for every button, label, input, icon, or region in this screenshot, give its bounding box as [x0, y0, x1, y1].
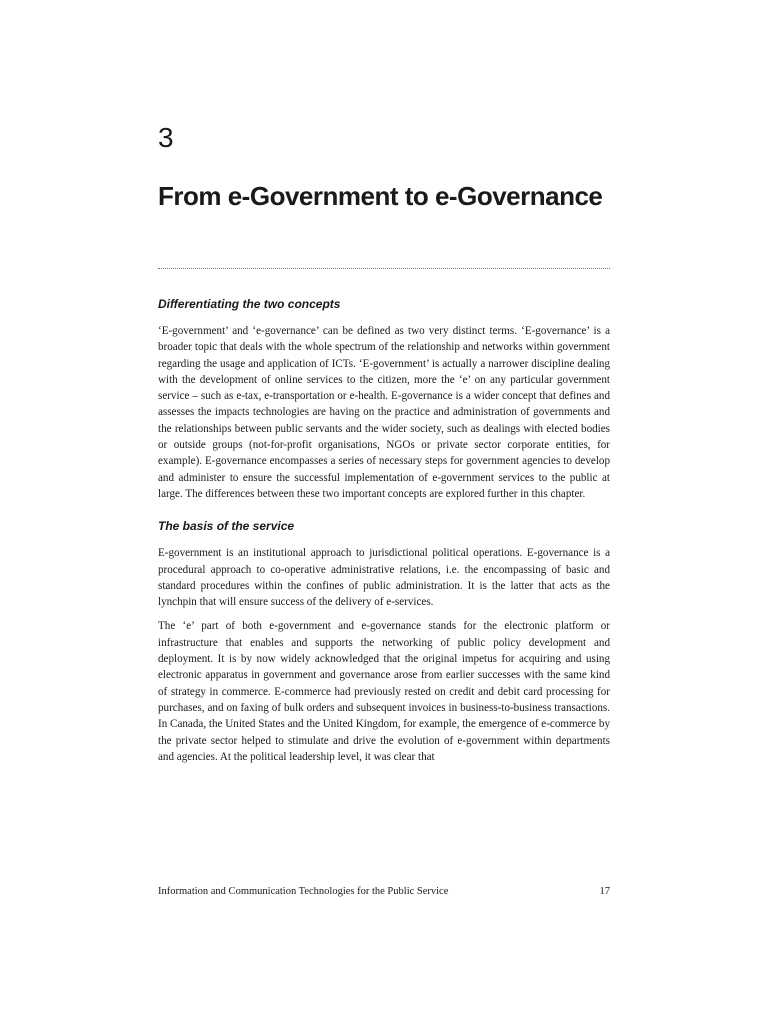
page-footer: [158, 885, 610, 899]
paragraph: The ‘e’ part of both e-government and e-governance stands for the electronic platform or infrastructure that enables and supports the networking of public policy development and deployment. It is by now widely acknowledged that the original impetus for acquiring and using electronic apparatus in government and governance arose from earlier successes with the same kind of strategy in commerce. E-commerce had previously rested on credit and debit card processing for purchases, and on faxing of bulk orders and subsequent invoices in business-to-business transactions. In Canada, the United States and the United Kingdom, for example, the emergence of e-commerce by the private sector helped to stimulate and drive the evolution of e-government within departments and agencies. At the political leadership level, it was clear that: [158, 620, 610, 763]
section-basis-of-service: [158, 516, 610, 765]
section-heading: Differentiating the two concepts: [158, 297, 341, 311]
chapter-number: 3: [158, 122, 174, 153]
section-differentiating-concepts: [158, 294, 610, 502]
chapter-title: From e-Government to e-Governance: [158, 181, 603, 211]
footer-book-title: Information and Communication Technologies for the Public Service: [158, 886, 449, 897]
section-heading: The basis of the service: [158, 519, 295, 534]
page-number: 17: [599, 886, 610, 897]
title-divider: [158, 268, 610, 269]
paragraph: ‘E-government’ and ‘e-governance’ can be defined as two very distinct terms. ‘E-governance’ is a broader topic that deals with the whole spectrum of the relationship and networks within government regarding the usage and application of ICTs. ‘E-government’ is actually a narrower discipline dealing with the development of online services to the citizen, more the ‘e’ on any particular government service – such as e-tax, e-transportation or e-health. E-governance is a wider concept that defines and assesses the impacts technologies are having on the practice and administration of governments and the relationships between public servants and the wider society, such as dealings with elected bodies or outside groups (not-for-profit organisations, NGOs or private sector corporate entities, for example). E-governance encompasses a series of necessary steps for government agencies to develop and administer to ensure the successful implementation of e-government services to the public at large. The differences between these two important concepts are explored further in this chapter.: [158, 325, 610, 500]
document-page: [158, 0, 610, 1024]
paragraph: E-government is an institutional approach to jurisdictional political operations. E-governance is a procedural approach to co-operative administrative relations, i.e. the encompassing of basic and standard procedures within the confines of public administration. It is the latter that acts as the lynchpin that will ensure success of the delivery of e-services.: [158, 547, 610, 609]
chapter-body: [158, 294, 610, 773]
